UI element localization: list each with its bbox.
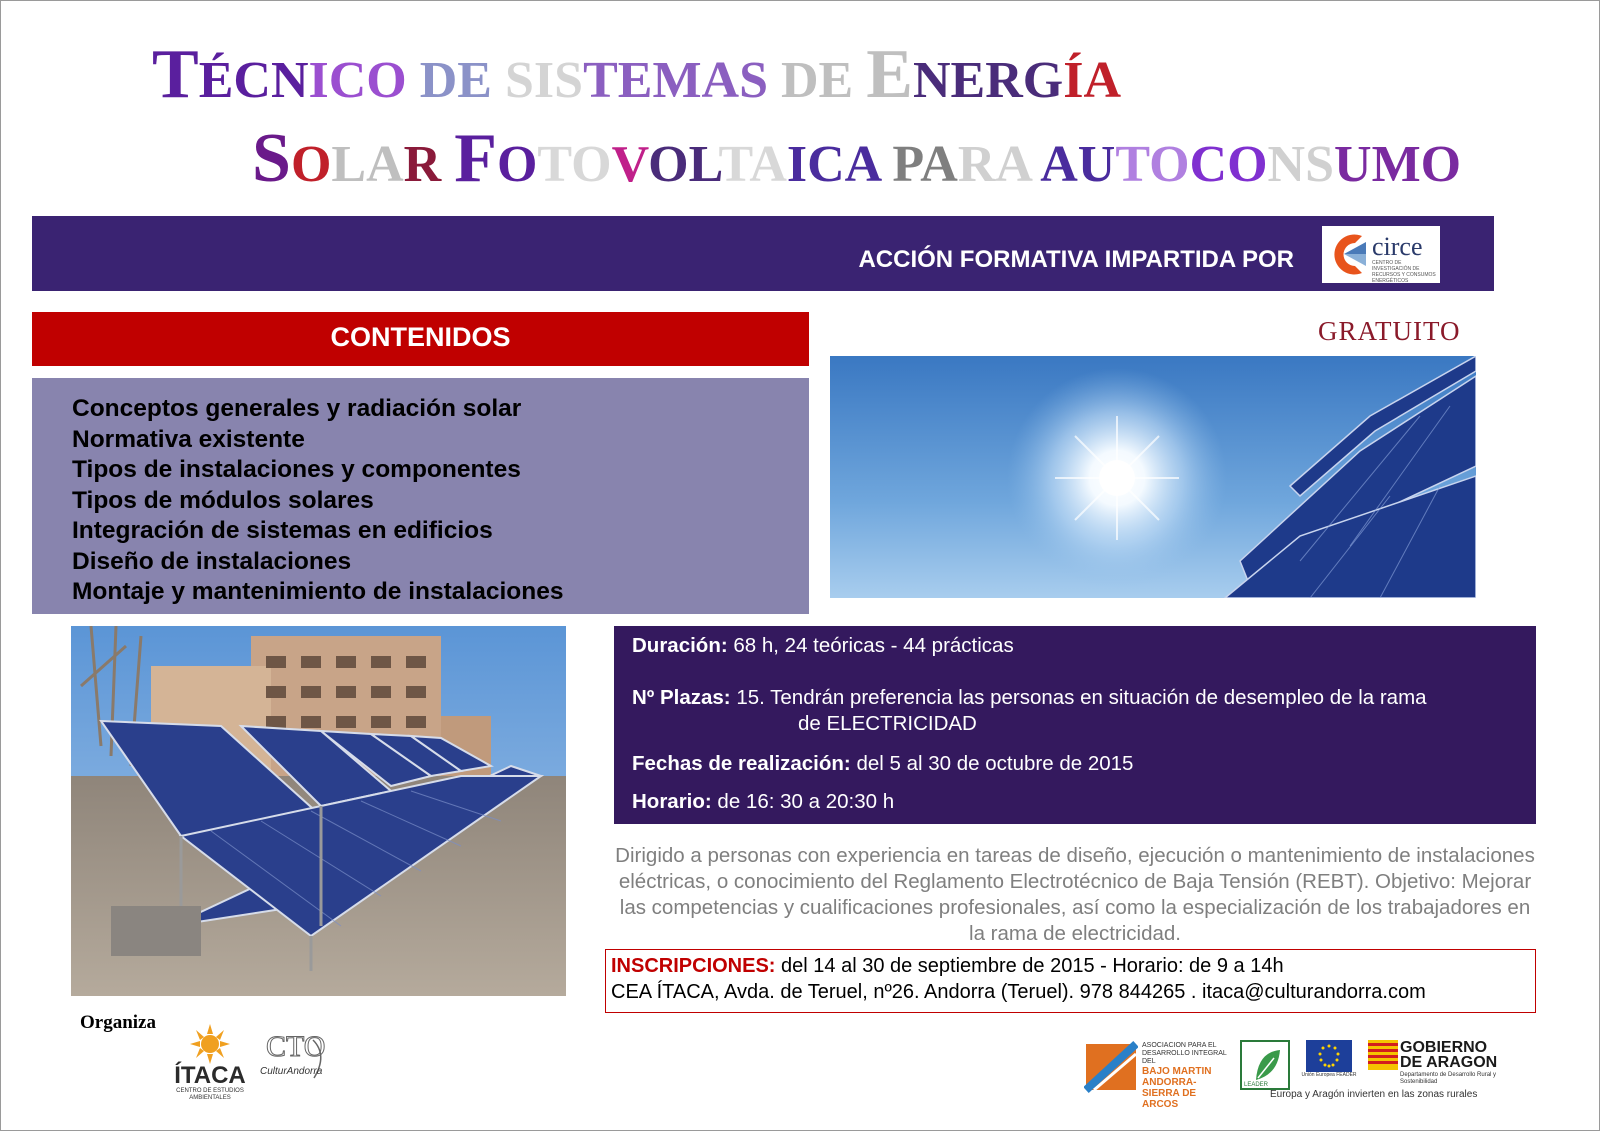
duration-line bbox=[632, 634, 1014, 658]
sun-icon bbox=[170, 1024, 250, 1064]
culturandorra-logo bbox=[258, 1020, 338, 1102]
title-segment: OL bbox=[648, 136, 719, 193]
title-segment: ICA bbox=[786, 136, 893, 193]
circe-subtitle: CENTRO DE INVESTIGACIÓN DE RECURSOS Y CONSUMOS ENERGÉTICOS bbox=[1372, 260, 1436, 284]
registration-label: INSCRIPCIONES: bbox=[611, 955, 776, 977]
trainer-banner bbox=[32, 216, 1494, 291]
eu-subtitle: Unión Europea FEADER bbox=[1301, 1072, 1357, 1078]
aragon-flag-icon bbox=[1368, 1040, 1398, 1070]
registration-box bbox=[605, 949, 1536, 1013]
gobierno-aragon-subtitle: Departamento de Desarrollo Rural y Sostenibilidad bbox=[1400, 1072, 1497, 1085]
title-segment: T bbox=[152, 36, 199, 113]
eu-caption: Europa y Aragón invierten en las zonas rurales bbox=[1270, 1089, 1478, 1100]
registration-contact: CEA ÍTACA, Avda. de Teruel, nº26. Andorra (Teruel). 978 844265 . itaca@culturandorra.com bbox=[611, 981, 1426, 1003]
itaca-subtitle: CENTRO DE ESTUDIOS AMBIENTALES bbox=[176, 1088, 244, 1101]
title-segment: TO bbox=[1115, 136, 1190, 193]
dates-line bbox=[632, 752, 1133, 776]
eu-flag-icon bbox=[1306, 1040, 1352, 1072]
duration-label: Duración: bbox=[632, 634, 728, 657]
schedule-value: de 16: 30 a 20:30 h bbox=[711, 790, 895, 813]
contents-header bbox=[32, 312, 809, 366]
title-segment: CO bbox=[1189, 136, 1268, 193]
circe-name: circe bbox=[1372, 232, 1423, 261]
rooftop-solar-panels-photo bbox=[71, 626, 566, 996]
title-segment: TEMAS bbox=[583, 52, 781, 109]
adibama-big-text: BAJO MARTIN ANDORRA-SIERRA DE ARCOS bbox=[1142, 1066, 1212, 1110]
list-item: Montaje y mantenimiento de instalaciones bbox=[72, 578, 564, 605]
title-segment: NERG bbox=[912, 52, 1064, 109]
list-item: Diseño de instalaciones bbox=[72, 547, 352, 575]
title-segment: LA bbox=[331, 136, 404, 193]
eu-flag-logo bbox=[1306, 1040, 1352, 1086]
list-item: Conceptos generales y radiación solar bbox=[72, 395, 522, 422]
registration-dates-line bbox=[611, 955, 1284, 978]
circe-mark-icon bbox=[1322, 226, 1370, 283]
adibama-logo bbox=[1084, 1040, 1230, 1110]
title-line-1 bbox=[152, 36, 1121, 113]
seats-value: 15. Tendrán preferencia las personas en situación de desempleo de la rama bbox=[730, 686, 1427, 709]
title-segment: NS bbox=[1267, 136, 1335, 193]
title-segment: RA bbox=[957, 136, 1041, 193]
list-item: Normativa existente bbox=[72, 425, 305, 453]
title-segment: O bbox=[496, 136, 538, 193]
gobierno-aragon-logo bbox=[1368, 1040, 1508, 1084]
svg-text:CTO: CTO bbox=[266, 1030, 326, 1063]
itaca-logo bbox=[170, 1024, 250, 1104]
title-segment: TA bbox=[718, 136, 787, 193]
banner-text: ACCIÓN FORMATIVA IMPARTIDA POR bbox=[858, 246, 1294, 273]
leader-logo bbox=[1240, 1040, 1290, 1090]
sun-solar-panels-photo bbox=[830, 356, 1476, 598]
seats-label: Nº Plazas: bbox=[632, 686, 731, 709]
contents-title: CONTENIDOS bbox=[330, 322, 511, 352]
dates-value: del 5 al 30 de octubre de 2015 bbox=[850, 752, 1134, 775]
dates-label: Fechas de realización: bbox=[632, 752, 851, 775]
itaca-name: ÍTACA bbox=[174, 1062, 246, 1089]
title-segment: ICO bbox=[308, 52, 420, 109]
title-segment: TO bbox=[537, 136, 612, 193]
title-segment: ÉCN bbox=[198, 52, 309, 109]
duration-value: 68 h, 24 teóricas - 44 prácticas bbox=[727, 634, 1014, 657]
title-segment: R bbox=[403, 136, 455, 193]
course-details-box bbox=[614, 626, 1536, 824]
adibama-mark-icon bbox=[1084, 1040, 1138, 1094]
leaf-icon bbox=[1240, 1040, 1290, 1090]
list-item: Tipos de módulos solares bbox=[72, 486, 374, 514]
seats-line bbox=[632, 686, 1427, 710]
adibama-text bbox=[1142, 1042, 1232, 1110]
seats-continuation: de ELECTRICIDAD bbox=[798, 712, 977, 735]
price-label: GRATUITO bbox=[1318, 316, 1461, 346]
title-segment: DE bbox=[781, 52, 867, 109]
title-segment: PA bbox=[892, 136, 958, 193]
title-segment: UMO bbox=[1334, 136, 1462, 193]
culturandorra-name: CulturAndorra bbox=[260, 1066, 323, 1077]
title-segment: E bbox=[866, 36, 913, 113]
contents-box bbox=[32, 378, 809, 614]
gobierno-aragon-name: GOBIERNO DE ARAGON bbox=[1400, 1039, 1498, 1071]
title-segment: V bbox=[611, 136, 649, 193]
list-item: Integración de sistemas en edificios bbox=[72, 517, 493, 544]
target-audience-description: Dirigido a personas con experiencia en tareas de diseño, ejecución o mantenimiento de instalaciones eléctricas, o conocimiento del Reglamento Electrotécnico de Baja Tensión (REBT). Objetivo: Mejorar las competencias y cualificaciones profesionales, así como la especialización de los trabajadores en la rama de electricidad. bbox=[615, 844, 1535, 945]
adibama-small-text: ASOCIACION PARA EL DESARROLLO INTEGRAL DEL bbox=[1142, 1042, 1227, 1065]
title-segment: DE bbox=[419, 52, 505, 109]
schedule-line bbox=[632, 790, 894, 814]
title-segment: F bbox=[454, 120, 497, 197]
contents-list bbox=[72, 394, 563, 608]
title-line-2 bbox=[252, 120, 1462, 197]
title-segment: S bbox=[252, 120, 291, 197]
circe-logo bbox=[1322, 226, 1440, 283]
title-segment: ÍA bbox=[1063, 52, 1121, 109]
svg-text:LEADER: LEADER bbox=[1244, 1082, 1269, 1088]
schedule-label: Horario: bbox=[632, 790, 712, 813]
title-segment: SIS bbox=[505, 52, 584, 109]
title-segment: AU bbox=[1040, 136, 1116, 193]
list-item: Tipos de instalaciones y componentes bbox=[72, 456, 521, 483]
title-segment: O bbox=[290, 136, 332, 193]
registration-dates: del 14 al 30 de septiembre de 2015 - Horario: de 9 a 14h bbox=[775, 955, 1284, 977]
organizer-label: Organiza bbox=[80, 1012, 156, 1033]
